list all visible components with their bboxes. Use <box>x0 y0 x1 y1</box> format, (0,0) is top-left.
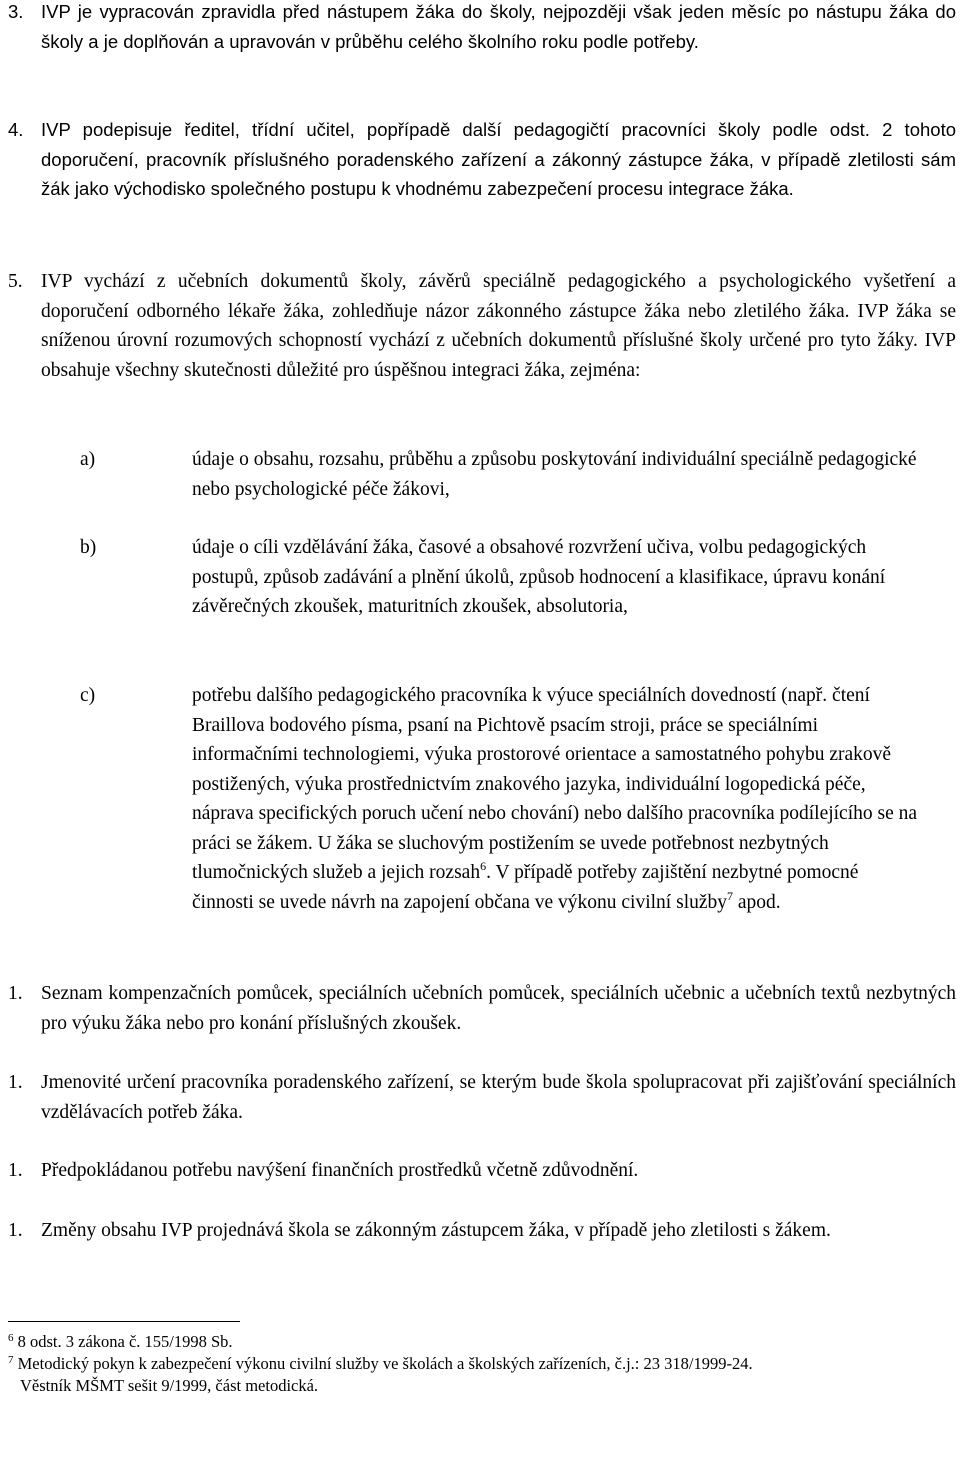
subitem-c <box>80 681 920 917</box>
item-number: 1. <box>8 1160 23 1181</box>
subitem-a <box>80 445 920 504</box>
list-item-urceni-pracovnika <box>8 1068 956 1127</box>
subitem-letter: a) <box>80 449 96 470</box>
list-item-zmeny-obsahu <box>8 1216 956 1246</box>
footnote-mark: 7 <box>8 1354 14 1366</box>
item-3 <box>8 0 956 56</box>
footnote-text: 8 odst. 3 zákona č. 155/1998 Sb. <box>13 1332 233 1351</box>
item-text: IVP podepisuje ředitel, třídní učitel, popřípadě další pedagogičtí pracovníci školy podle odst. 2 tohoto doporučení, pracovník příslušného poradenského zařízení a zákonný zástupce žáka, v případě zletilosti sám žák jako východisko společného postupu k vhodnému zabezpečení procesu integrace žáka. <box>41 119 956 199</box>
item-text: Změny obsahu IVP projednává škola se zákonným zástupcem žáka, v případě jeho zletilosti s žákem. <box>41 1220 831 1241</box>
item-text: Jmenovité určení pracovníka poradenského zařízení, se kterým bude škola spolupracovat při zajišťování speciálních vzdělávacích potřeb žáka. <box>41 1072 956 1123</box>
item-number: 5. <box>8 271 23 292</box>
subitem-text-part: apod. <box>733 891 781 913</box>
subitem-text: údaje o cíli vzdělávání žáka, časové a obsahové rozvržení učiva, volbu pedagogických postupů, způsob zadávání a plnění úkolů, způsob hodnocení a klasifikace, úpravu konání závěrečných zkoušek, maturitních zkoušek, absolutoria, <box>192 537 886 617</box>
subitem-text <box>117 681 920 917</box>
subitem-letter: c) <box>80 685 96 706</box>
footnote-ref-6: 6 <box>480 859 487 873</box>
item-number: 3. <box>8 1 24 22</box>
item-number: 4. <box>8 119 24 140</box>
footnote-6 <box>8 1331 958 1353</box>
subitem-b <box>80 533 920 622</box>
footnote-ref-7: 7 <box>727 888 734 903</box>
item-text: Seznam kompenzačních pomůcek, speciálních učebních pomůcek, speciálních učebnic a učebních textů nezbytných pro výuku žáka nebo pro konání příslušných zkoušek. <box>41 983 956 1034</box>
footnote-mark: 6 <box>8 1332 14 1344</box>
item-4 <box>8 115 956 204</box>
footnote-divider <box>8 1321 240 1322</box>
item-5 <box>8 267 956 385</box>
subitem-text-part: potřebu dalšího pedagogického pracovníka k výuce speciálních dovedností (např. čtení Braillova bodového písma, psaní na Pichtově psacím stroji, práce se speciálními informačními technologiemi, výuka prostorové orientace a samostatného pohybu zrakově postižených, výuka prostřednictvím znakového jazyka, individuální logopedická péče, náprava specifických poruch učení nebo chování) nebo dalšího pracovníka podílejícího se na práci se žákem. U žáka se sluchovým postižením se uvede potřebnost nezbytných tlumočnických služeb a jejich rozsah <box>192 685 918 883</box>
item-number: 1. <box>8 1072 23 1093</box>
subitem-letter: b) <box>80 537 97 558</box>
footnote-text: Metodický pokyn k zabezpečení výkonu civilní služby ve školách a školských zařízeních, č.j.: 23 318/1999-24. <box>13 1354 753 1373</box>
item-text: IVP je vypracován zpravidla před nástupem žáka do školy, nejpozději však jeden měsíc po nástupu žáka do školy a je doplňován a upravován v průběhu celého školního roku podle potřeby. <box>41 1 956 52</box>
item-text: Předpokládanou potřebu navýšení finančních prostředků včetně zdůvodnění. <box>41 1160 639 1181</box>
item-number: 1. <box>8 1220 23 1241</box>
item-text: IVP vychází z učebních dokumentů školy, závěrů speciálně pedagogického a psychologického vyšetření a doporučení odborného lékaře žáka, zohledňuje názor zákonného zástupce žáka nebo zletilého žáka. IVP žáka se sníženou úrovní rozumových schopností vychází z učebních dokumentů příslušné školy určené pro tyto žáky. IVP obsahuje všechny skutečnosti důležité pro úspěšnou integraci žáka, zejména: <box>41 271 956 381</box>
list-item-kompenzacni-pomucky <box>8 979 956 1038</box>
item-number: 1. <box>8 983 23 1004</box>
subitem-text-part: . V případě potřeby zajištění nezbytné pomocné činnosti se uvede návrh na zapojení občana ve výkonu civilní služby <box>192 862 859 913</box>
subitem-text: údaje o obsahu, rozsahu, průběhu a způsobu poskytování individuální speciálně pedagogické nebo psychologické péče žákovi, <box>192 449 917 500</box>
footnote-7 <box>8 1353 958 1397</box>
list-item-financni-prostredky <box>8 1156 956 1186</box>
footnote-text-continued: Věstník MŠMT sešit 9/1999, část metodická. <box>20 1376 319 1395</box>
